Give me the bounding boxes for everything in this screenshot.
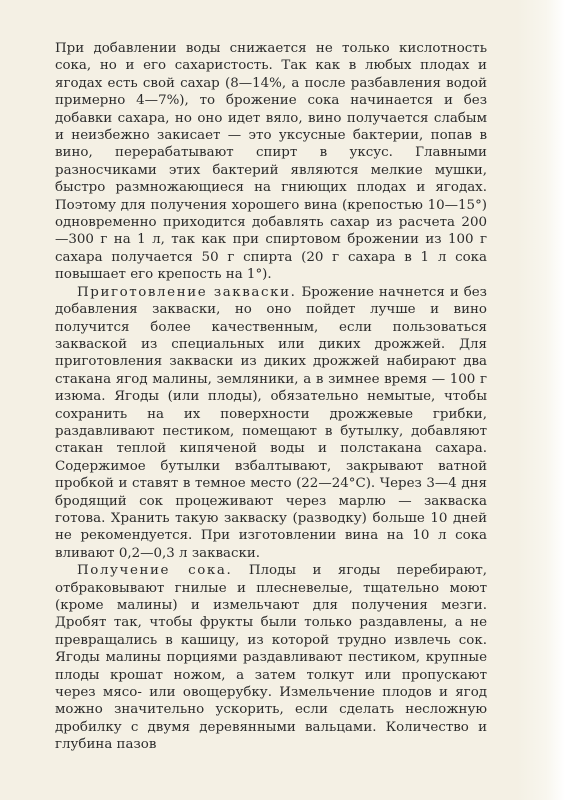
paragraph-text: При добавлении воды снижается не только кислотность сока, но и его сахаристость. Так как в любых плодах и ягодах есть свой сахар (8—14%, а после разбавления водой примерно 4—7%), то брожение сока начинается и без добавки сахара, но оно идет вяло, вино получается слабым и неизбежно закисает — это уксусные бактерии, попав в вино, перерабатывают спирт в уксус. Главными разносчиками этих бактерий являются мелкие мушки, быстро размножающиеся на гниющих плодах и ягодах. Поэтому для получения хорошего вина (крепостью 10—15°) одновременно приходится добавлять сахар из расчета 200—300 г на 1 л, так как при спиртовом брожении из 100 г сахара получается 50 г спирта (20 г сахара в 1 л сока повышает его крепость на 1°). bbox=[55, 41, 487, 283]
paragraph-heading: Получение сока. bbox=[77, 563, 233, 579]
paragraph-text: Плоды и ягоды перебирают, отбраковывают гнилые и плесневелые, тщательно моют (кроме малины) и измельчают для получения мезги. Дробят так, чтобы фрукты были только раздавлены, а не превращались в кашицу, из которой трудно извлечь сок. Ягоды малины порциями раздавливают пестиком, крупные плоды крошат ножом, а затем толкут или пропускают через мясо- или овощерубку. Измельчение плодов и ягод можно значительно ускорить, если сделать несложную дробилку с двумя деревянными вальцами. Количество и глубина пазов bbox=[55, 563, 488, 753]
paragraph-juice-extraction bbox=[55, 562, 487, 753]
page-text bbox=[55, 40, 487, 754]
paragraph-starter-preparation bbox=[55, 284, 487, 563]
paragraph-sugar-content bbox=[55, 40, 487, 284]
paragraph-heading: Приготовление закваски. bbox=[77, 284, 297, 300]
page-edge-shadow bbox=[517, 0, 565, 800]
paragraph-text: Брожение начнется и без добавления закваски, но оно пойдет лучше и вино получится более качественным, если пользоваться закваской из специальных или диких дрожжей. Для приготовления закваски из диких дрожжей набирают два стакана ягод малины, земляники, а в зимнее время — 100 г изюма. Ягоды (или плоды), обязательно немытые, чтобы сохранить на их поверхности дрожжевые грибки, раздавливают пестиком, помещают в бутылку, добавляют стакан теплой кипяченой воды и полстакана сахара. Содержимое бутылки взбалтывают, закрывают ватной пробкой и ставят в темное место (22—24°С). Через 3—4 дня бродящий сок процеживают через марлю — закваска готова. Хранить такую закваску (разводку) больше 10 дней не рекомендуется. При изготовлении вина на 10 л сока вливают 0,2—0,3 л закваски. bbox=[55, 284, 487, 561]
